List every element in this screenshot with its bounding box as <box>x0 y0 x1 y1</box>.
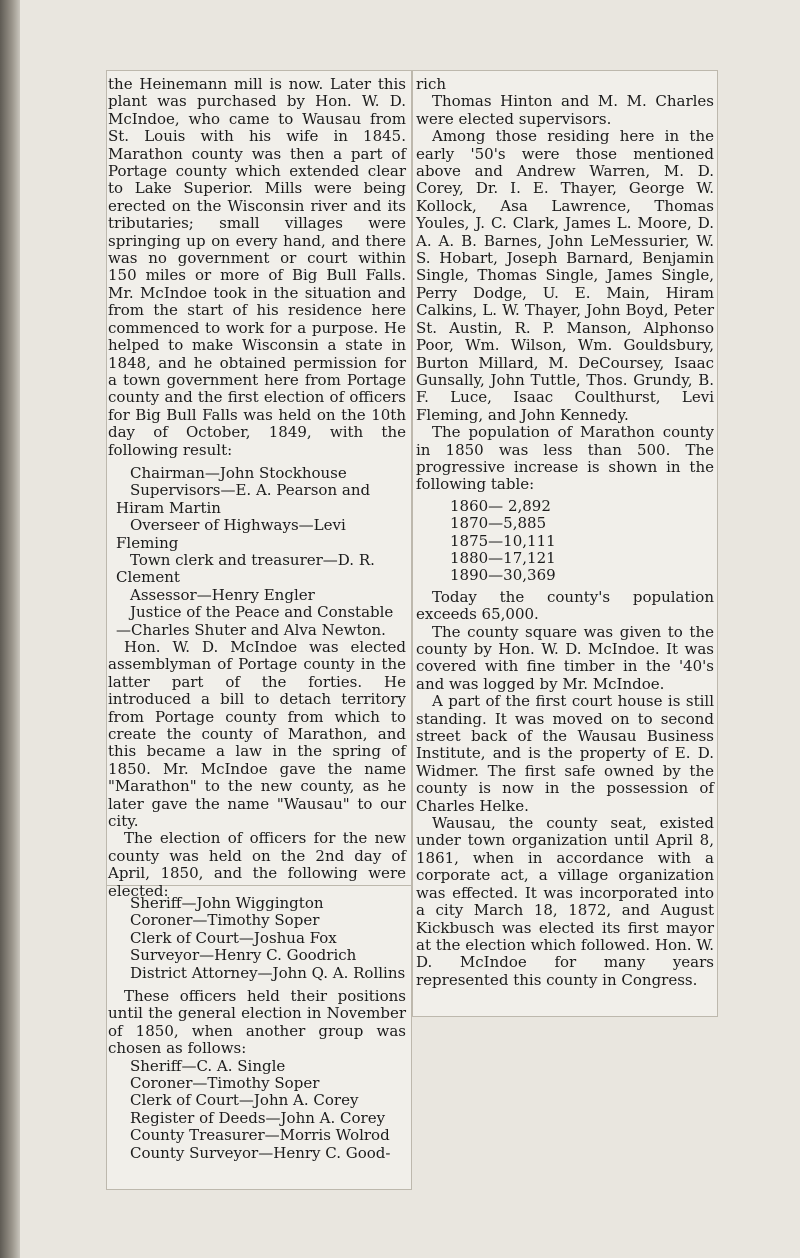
officer-entry: Sheriff—John Wiggington <box>130 894 324 912</box>
population-row: 1880—17,121 <box>450 548 556 567</box>
officer-entry: Clerk of Court—Joshua Fox <box>130 928 337 947</box>
officer-entry: Chairman—John Stockhouse <box>130 463 347 482</box>
paragraph-mcindoe-arrival: the Heinemann mill is now. Later this plant was purchased by Hon. W. D. McIndoe, who came to Wausau from St. Louis with his wife in 1845. Marathon county was then a part of Portage county which extended clear to Lake Superior. Mills were being erected on the Wisconsin river and its tributaries; small villages were springing up on every hand, and there was no government or court within 150 miles or more of Big Bull Falls. Mr. McIndoe took in the situation and from the start of his residence here commenced to work for a purpose. He helped to make Wisconsin a state in 1848, and he obtained permission for a town government here from Portage county and the first election of officers for Big Bull Falls was held on the 10th day of October, 1849, with the following result: <box>108 75 406 459</box>
paragraph-today-population: Today the county's population exceeds 65,000. <box>416 587 714 624</box>
continuation-text: rich <box>416 75 447 93</box>
paragraph-general-election: These officers held their positions until the general election in November of 1850, when another group was chosen as follows: <box>108 987 406 1058</box>
paragraph-court-house: A part of the first court house is still standing. It was moved on to second street back of the Wausau Business Institute, and is the property of E. D. Widmer. The first safe owned by the county is now in the possession of Charles Helke. <box>416 692 714 815</box>
population-row: 1860— 2,892 <box>450 496 551 515</box>
population-table <box>450 498 714 585</box>
officer-entry: Coroner—Timothy Soper <box>130 911 320 930</box>
officer-entry: Overseer of Highways—Levi Fleming <box>116 516 346 552</box>
paragraph-supervisors: Thomas Hinton and M. M. Charles were elected supervisors. <box>416 92 714 128</box>
left-column-bottom <box>108 895 406 1162</box>
officer-entry: Town clerk and treasurer—D. R. Clement <box>116 550 375 587</box>
population-row: 1875—10,111 <box>450 531 556 550</box>
officer-entry: Supervisors—E. A. Pearson and Hiram Martin <box>116 481 371 517</box>
officer-entry: Surveyor—Henry C. Goodrich <box>130 946 357 965</box>
officer-entry: Assessor—Henry Engler <box>130 585 315 604</box>
officer-entry: Coroner—Timothy Soper <box>130 1074 320 1093</box>
paragraph-election-1850: The election of officers for the new county was held on the 2nd day of April, 1850, and the following were elected: <box>108 829 406 900</box>
population-row: 1870—5,885 <box>450 514 547 533</box>
page-edge-shadow <box>0 0 20 1258</box>
officer-entry: Clerk of Court—John A. Corey <box>130 1091 359 1110</box>
left-column-top <box>108 76 406 900</box>
paragraph-early-residents: Among those residing here in the early '50's were those mentioned above and Andrew Warren, M. D. Corey, Dr. I. E. Thayer, George W. Kollock, Asa Lawrence, Thomas Youles, J. C. Clark, James L. Moore, D. A. A. B. Barnes, John LeMessurier, W. S. Hobart, Joseph Barnard, Benjamin Single, Thomas Single, James Single, Perry Dodge, U. E. Main, Hiram Calkins, L. W. Thayer, John Boyd, Peter St. Austin, R. P. Manson, Alphonso Poor, Wm. Wilson, Wm. Gouldsbury, Burton Millard, M. DeCoursey, Isaac Gunsally, John Tuttle, Thos. Grundy, B. F. Luce, Isaac Coulthurst, Levi Fleming, and John Kennedy. <box>416 127 714 424</box>
paragraph-county-square: The county square was given to the county by Hon. W. D. McIndoe. It was covered with fine timber in the '40's and was logged by Mr. McIndoe. <box>416 622 714 693</box>
officer-entry: County Surveyor—Henry C. Good- <box>130 1143 391 1162</box>
officer-entry: District Attorney—John Q. A. Rollins <box>130 963 406 982</box>
right-column <box>416 76 714 989</box>
paragraph-county-creation: Hon. W. D. McIndoe was elected assemblyman of Portage county in the latter part of the forties. He introduced a bill to detach territory from Portage county from which to create the county of Marathon, and this became a law in the spring of 1850. Mr. McIndoe gave the name "Marathon" to the new county, as he later gave the name "Wausau" to our city. <box>108 638 406 831</box>
officer-entry: County Treasurer—Morris Wolrod <box>130 1126 390 1145</box>
paragraph-county-seat: Wausau, the county seat, existed under town organization until April 8, 1861, when in accordance with a corporate act, a village organization was effected. It was incorporated into a city March 18, 1872, and August Kickbusch was elected its first mayor at the election which followed. Hon. W. D. McIndoe for many years represented this county in Congress. <box>416 814 714 989</box>
officer-entry: Sheriff—C. A. Single <box>130 1056 286 1075</box>
officer-entry: Justice of the Peace and Constable —Charles Shuter and Alva Newton. <box>116 603 394 639</box>
paragraph-population: The population of Marathon county in 1850 was less than 500. The progressive increase is shown in the following table: <box>416 423 714 494</box>
officer-entry: Register of Deeds—John A. Corey <box>130 1108 386 1127</box>
population-row: 1890—30,369 <box>450 566 556 585</box>
